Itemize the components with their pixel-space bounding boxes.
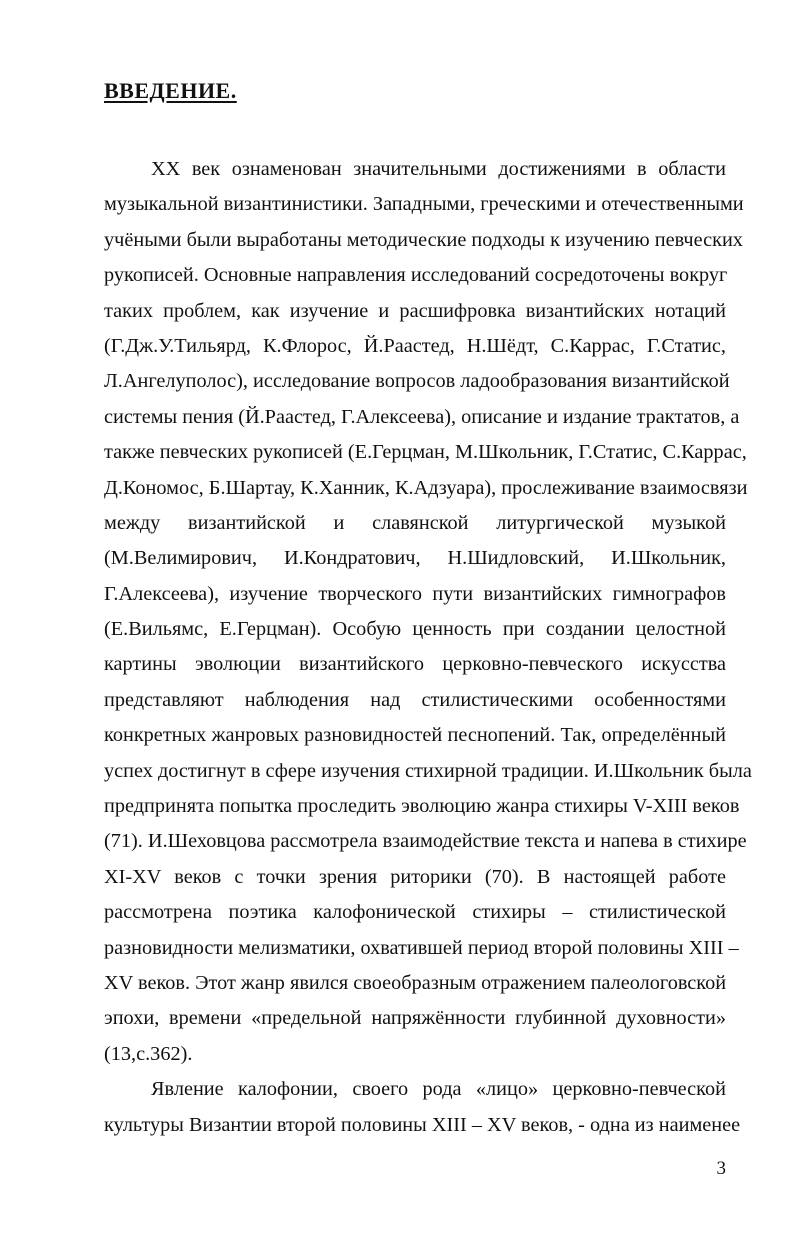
text-line: Г.Алексеева), изучение творческого пути византийских гимнографов [104,582,726,605]
text-line: системы пения (Й.Раастед, Г.Алексеева), описание и издание трактатов, а [104,405,740,428]
text-line: XI-XV веков с точки зрения риторики (70). В настоящей работе [104,865,726,888]
text-line: картины эволюции византийского церковно-певческого искусства [104,653,726,676]
text-line: (13,с.362). [104,1042,193,1065]
section-heading: ВВЕДЕНИЕ. [104,78,237,103]
text-line: XV веков. Этот жанр явился своеобразным отражением палеологовской [104,971,727,994]
body-text [104,152,752,1143]
text-line: также певческих рукописей (Е.Герцман, М.Школьник, Г.Статис, С.Каррас, [104,441,747,464]
text-line: XX век ознаменован значительными достижениями в области [151,158,726,180]
text-line: Д.Кономос, Б.Шартау, К.Ханник, К.Адзуара), прослеживание взаимосвязи [104,476,748,499]
text-line: конкретных жанровых разновидностей песнопений. Так, определённый [104,724,726,747]
page-number: 3 [716,1158,726,1179]
text-line: разновидности мелизматики, охватившей период второй половины XIII – [104,936,739,959]
text-line: между византийской и славянской литургической музыкой [104,511,726,534]
text-line: Л.Ангелуполос), исследование вопросов ладообразования византийской [104,370,730,393]
text-line: таких проблем, как изучение и расшифровка византийских нотаций [104,299,726,322]
text-line: (М.Велимирович, И.Кондратович, Н.Шидловский, И.Школьник, [104,547,726,570]
paragraph-1 [104,152,752,1072]
text-line: рукописей. Основные направления исследований сосредоточены вокруг [104,264,728,287]
paragraph-2 [104,1072,741,1143]
text-line: учёными были выработаны методические подходы к изучению певческих [104,228,743,251]
text-line: музыкальной византинистики. Западными, греческими и отечественными [104,193,744,216]
text-line: культуры Византии второй половины XIII – XV веков, - одна из наименее [104,1113,741,1136]
text-line: успех достигнут в сфере изучения стихирной традиции. И.Школьник была [104,759,752,782]
text-line: представляют наблюдения над стилистическими особенностями [104,688,726,711]
text-line: (Г.Дж.У.Тильярд, К.Флорос, Й.Раастед, Н.Шёдт, С.Каррас, Г.Статис, [104,334,726,357]
text-line: (Е.Вильямс, Е.Герцман). Особую ценность при создании целостной [104,618,726,641]
text-line: рассмотрена поэтика калофонической стихиры – стилистической [104,901,726,924]
text-line: Явление калофонии, своего рода «лицо» церковно-певческой [151,1078,726,1101]
text-line: эпохи, времени «предельной напряжённости глубинной духовности» [104,1007,726,1030]
text-line: предпринята попытка проследить эволюцию жанра стихиры V-XIII веков [104,795,740,818]
text-line: (71). И.Шеховцова рассмотрела взаимодействие текста и напева в стихире [104,830,747,853]
